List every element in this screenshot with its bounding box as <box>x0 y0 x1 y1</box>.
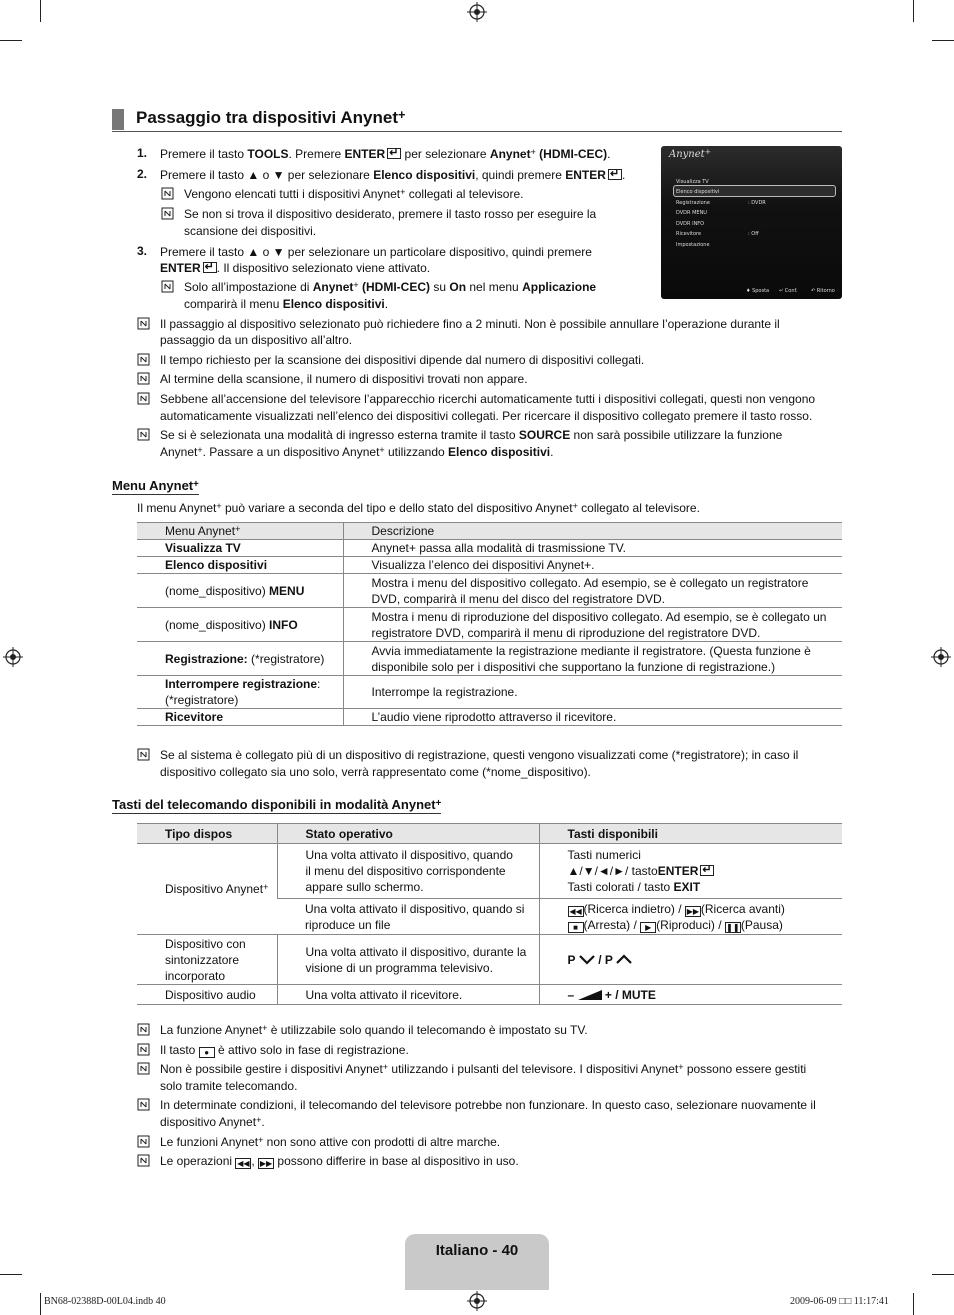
crop-mark <box>40 1293 41 1315</box>
volume-icon <box>578 990 602 1000</box>
note-text: Sebbene all’accensione del televisore l’apparecchio ricerchi automaticamente tutti i dispositivi collegati, questi non vengono <box>160 392 816 406</box>
note-text: Vengono elencati tutti i dispositivi Anynet+ collegati al televisore. <box>184 186 524 201</box>
table-row: Dispositivo audio Una volta attivato il ricevitore. – + / MUTE <box>137 985 842 1005</box>
table-row: Visualizza TV Anynet+ passa alla modalità di trasmissione TV. <box>137 540 842 557</box>
chevron-down-icon <box>579 954 595 965</box>
tv-menu-item: DVDR MENU <box>676 210 707 216</box>
note-text: Il tempo richiesto per la scansione dei dispositivi dipende dal numero di dispositivi collegati. <box>160 353 645 367</box>
note-icon <box>161 280 174 293</box>
table-row: Elenco dispositivi Visualizza l’elenco dei dispositivi Anynet+. <box>137 557 842 574</box>
note-icon <box>137 317 150 330</box>
title-sup: + <box>398 106 406 122</box>
title-text: Passaggio tra dispositivi Anynet <box>136 108 398 127</box>
volume-minus-icon: – <box>567 987 575 1002</box>
note-text: passaggio da un dispositivo all’altro. <box>160 333 353 347</box>
note-text: Le operazioni ◀◀ , ▶▶ possono differire in base al dispositivo in uso. <box>160 1154 519 1168</box>
step-2-text: Premere il tasto ▲ o ▼ per selezionare Elenco dispositivi, quindi premere ENTER↵ . <box>160 167 625 183</box>
crop-mark <box>913 1293 914 1315</box>
tv-menu-item: Impostazione <box>676 242 710 248</box>
table-header-cell: Descrizione <box>343 523 842 540</box>
section-intro: Il menu Anynet+ può variare a seconda del tipo e dello stato del dispositivo Anynet+ collegato al televisore. <box>137 500 700 515</box>
fast-forward-key-icon: ▶▶ <box>686 906 700 916</box>
anynet-logo: Anynet+ <box>669 147 711 160</box>
tv-menu-item: Visualizza TV <box>676 179 709 185</box>
page-number-tab <box>405 1234 549 1290</box>
crop-mark <box>932 40 954 41</box>
note-icon <box>161 187 174 200</box>
record-key-icon: ● <box>199 1047 215 1058</box>
note-icon <box>137 1062 150 1075</box>
note-text: Non è possibile gestire i dispositivi Anynet+ utilizzando i pulsanti del televisore. I dispositivi Anynet+ possono essere gestiti <box>160 1061 807 1076</box>
section-heading-remote: Tasti del telecomando disponibili in modalità Anynet+ <box>112 797 442 812</box>
note-text: Se non si trova il dispositivo desiderato, premere il tasto rosso per eseguire la <box>184 207 597 221</box>
note-text: automaticamente visualizzati nell’elenco dei dispositivi collegati. Per ricercare il dispositivo collegato premere il tasto rosso. <box>160 409 813 423</box>
table-row: Dispositivo Anynet+ Una volta attivato il dispositivo, quando il menu del dispositivo corrispondente appare sullo schermo. Tasti numerici ▲/▼/◄/►/ tastoENTER↵ Tasti colorati / tasto EXIT <box>137 844 842 899</box>
note-text: Il passaggio al dispositivo selezionato può richiedere fino a 2 minuti. Non è possibile annullare l’operazione durante il <box>160 317 780 331</box>
table-row: Dispositivo con sintonizzatore incorporato Una volta attivato il dispositivo, durante la visione di un programma televisivo. P / P <box>137 935 842 985</box>
table-row: (nome_dispositivo) INFO Mostra i menu di riproduzione del dispositivo collegato. Ad esempio, se è collegato un registratore DVD, comparirà il menu di riproduzione del registratore DVD. <box>137 608 842 642</box>
crop-mark <box>0 40 22 41</box>
crop-mark <box>40 0 41 22</box>
tv-footer-enter: ↵ Conf. <box>779 288 798 294</box>
table-row: Interrompere registrazione: (*registratore) Interrompe la registrazione. <box>137 676 842 709</box>
note-icon <box>137 353 150 366</box>
note-icon <box>161 207 174 220</box>
registration-mark-icon <box>3 647 23 667</box>
step-number: 2. <box>137 167 148 181</box>
tv-footer-move: ♦ Sposta <box>746 288 770 294</box>
crop-mark <box>0 1274 22 1275</box>
enter-key-icon <box>608 169 622 180</box>
footer-timestamp: 2009-06-09 □□ 11:17:41 <box>790 1296 889 1307</box>
note-text: scansione dei dispositivi. <box>184 224 317 238</box>
table-header-cell: Tipo dispos <box>137 824 277 844</box>
note-text: La funzione Anynet+ è utilizzabile solo quando il telecomando è impostato su TV. <box>160 1022 588 1037</box>
note-text: comparirà il menu Elenco dispositivi. <box>184 297 389 311</box>
note-icon <box>137 1098 150 1111</box>
fast-forward-key-icon: ▶▶ <box>259 1159 273 1168</box>
note-icon <box>137 428 150 441</box>
note-text: Al termine della scansione, il numero di dispositivi trovati non appare. <box>160 372 528 386</box>
table-row: Registrazione: (*registratore) Avvia immediatamente la registrazione mediante il registratore. (Questa funzione è disponibile solo per i dispositivi che supportano la funzione di registrazione.) <box>137 642 842 676</box>
registration-mark-icon <box>931 647 951 667</box>
section-heading-menu: Menu Anynet+ <box>112 478 199 493</box>
step-3-text: ENTER↵ . Il dispositivo selezionato viene attivato. <box>160 260 430 276</box>
note-text: dispositivo Anynet+. <box>160 1114 265 1129</box>
chevron-up-icon <box>616 954 632 965</box>
footer-file-info: BN68-02388D-00L04.indb 40 <box>44 1296 166 1307</box>
table-header-cell: Stato operativo <box>277 824 539 844</box>
note-icon <box>137 1043 150 1056</box>
page-title <box>112 108 842 132</box>
enter-key-icon <box>387 148 401 159</box>
remote-table <box>137 823 842 1005</box>
table-row: (nome_dispositivo) MENU Mostra i menu del dispositivo collegato. Ad esempio, se è collegato un registratore DVD, comparirà il menu del disco del registratore DVD. <box>137 574 842 608</box>
tv-footer-return: ↶ Ritorno <box>811 288 835 294</box>
step-number: 3. <box>137 244 148 258</box>
note-text: solo tramite telecomando. <box>160 1079 298 1093</box>
note-text: In determinate condizioni, il telecomando del televisore potrebbe non funzionare. In questo caso, selezionare nuovamente il <box>160 1098 816 1112</box>
tv-menu-value: : Off <box>748 231 759 237</box>
tv-menu-item: Registrazione <box>676 200 710 206</box>
tv-screen-image <box>661 146 842 299</box>
crop-mark <box>913 0 914 22</box>
table-header-row <box>137 523 842 540</box>
note-text: Il tasto ● è attivo solo in fase di registrazione. <box>160 1043 409 1057</box>
note-icon <box>137 392 150 405</box>
registration-mark-icon <box>467 1291 487 1311</box>
stop-key-icon: ■ <box>568 922 584 933</box>
title-bar <box>112 109 124 130</box>
rewind-key-icon: ◀◀ <box>237 1159 250 1168</box>
table-header-row <box>137 824 842 844</box>
step-number: 1. <box>137 146 148 160</box>
tv-menu-value: : DVDR <box>748 200 766 206</box>
note-text: Se si è selezionata una modalità di ingresso esterna tramite il tasto SOURCE non sarà possibile utilizzare la funzione <box>160 428 783 442</box>
rewind-key-icon: ◀◀ <box>569 906 582 916</box>
crop-mark <box>932 1274 954 1275</box>
table-header-cell: Menu Anynet+ <box>137 523 343 540</box>
note-text: dispositivo collegato sia uno solo, verrà rappresentato come (*nome_dispositivo). <box>160 765 591 779</box>
table-header-cell: Tasti disponibili <box>539 824 842 844</box>
note-text: Solo all’impostazione di Anynet+ (HDMI-CEC) su On nel menu Applicazione <box>184 279 597 294</box>
tv-menu-item: Elenco dispositivi <box>676 189 720 195</box>
note-text: Le funzioni Anynet+ non sono attive con prodotti di altre marche. <box>160 1134 501 1149</box>
note-icon <box>137 748 150 761</box>
registration-mark-icon <box>467 2 487 22</box>
enter-key-icon <box>700 865 714 876</box>
note-icon <box>137 1154 150 1167</box>
pause-key-icon: ❚❚ <box>726 922 740 932</box>
table-row: Una volta attivato il dispositivo, quando si riproduce un file ◀◀ (Ricerca indietro) / ▶▶ (Ricerca avanti) ■ (Arresta) / ▶ (Riproduci) / ❚❚(Pausa) <box>137 899 842 935</box>
page-number: Italiano - 40 <box>435 1242 519 1259</box>
play-key-icon: ▶ <box>640 922 656 933</box>
tv-menu-item: Ricevitore <box>676 231 702 237</box>
note-icon <box>137 1135 150 1148</box>
note-text: Se al sistema è collegato più di un dispositivo di registrazione, questi vengono visualizzati come (*registratore); in caso il <box>160 748 799 762</box>
step-3-text: Premere il tasto ▲ o ▼ per selezionare un particolare dispositivo, quindi premere <box>160 245 592 259</box>
tv-menu-item: DVDR INFO <box>676 221 705 227</box>
menu-table <box>137 522 842 726</box>
table-row: Ricevitore L’audio viene riprodotto attraverso il ricevitore. <box>137 709 842 726</box>
step-1-text: Premere il tasto TOOLS. Premere ENTER↵ per selezionare Anynet+ (HDMI-CEC). <box>160 146 611 162</box>
note-icon <box>137 372 150 385</box>
enter-key-icon <box>203 262 217 273</box>
note-icon <box>137 1023 150 1036</box>
volume-plus-icon: + <box>604 987 612 1002</box>
note-text: Anynet+. Passare a un dispositivo Anynet+ utilizzando Elenco dispositivi. <box>160 444 554 459</box>
